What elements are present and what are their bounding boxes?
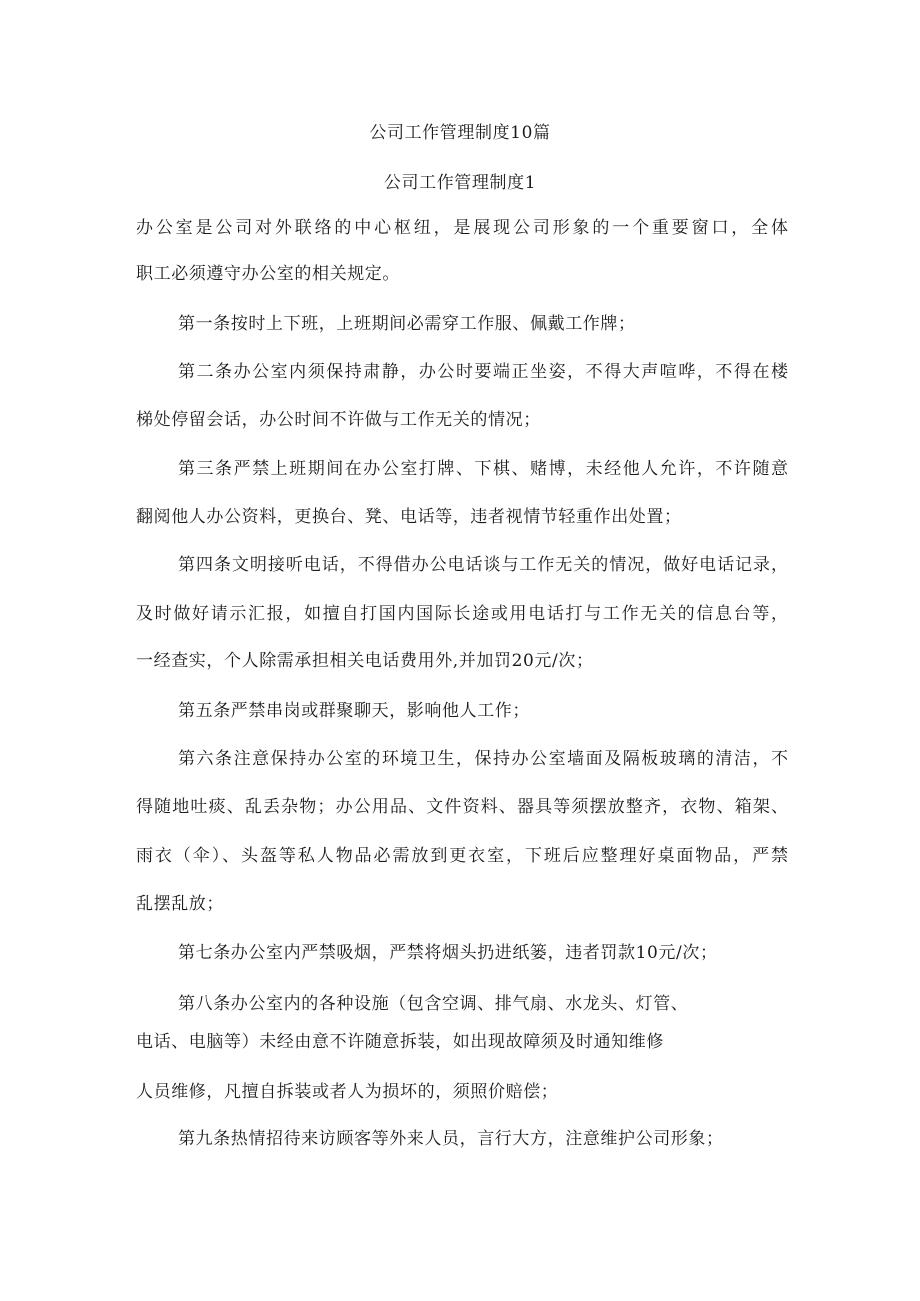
paragraph-line: 第六条注意保持办公室的环境卫生，保持办公室墙面及隔板玻璃的清洁，不 [178,749,788,769]
section-title: 公司工作管理制度1 [383,173,537,193]
paragraph-line: 第三条严禁上班期间在办公室打牌、下棋、赌博，未经他人允许，不许随意 [178,459,788,479]
paragraph-line: 职工必须遵守办公室的相关规定。 [136,264,400,284]
paragraph-line: 乱摆乱放； [136,894,224,914]
paragraph-line: 第五条严禁串岗或群聚聊天，影响他人工作； [178,701,530,721]
paragraph-line: 电话、电脑等）未经由意不许随意拆装，如出现故障须及时通知维修 [136,1032,664,1052]
paragraph-line: 第八条办公室内的各种设施（包含空调、排气扇、水龙头、灯管、 [178,994,689,1014]
paragraph-line: 梯处停留会话，办公时间不许做与工作无关的情况； [136,410,541,430]
paragraph-line: 一经查实，个人除需承担相关电话费用外,并加罚20元/次； [136,651,594,671]
paragraph-line: 第四条文明接听电话，不得借办公电话谈与工作无关的情况，做好电话记录， [178,555,788,575]
paragraph-line: 及时做好请示汇报，如擅自打国内国际长途或用电话打与工作无关的信息台等， [136,604,788,624]
paragraph-line: 第七条办公室内严禁吸烟，严禁将烟头扔进纸篓，违者罚款10元/次； [178,943,718,963]
paragraph-line: 翻阅他人办公资料，更换台、凳、电话等，违者视情节轻重作出处置； [136,507,682,527]
paragraph-line: 办公室是公司对外联络的中心枢纽，是展现公司形象的一个重要窗口，全体 [136,218,788,238]
paragraph-line: 雨衣（伞）、头盔等私人物品必需放到更衣室，下班后应整理好桌面物品，严禁 [136,846,788,866]
main-title: 公司工作管理制度10篇 [369,123,551,143]
paragraph-line: 第二条办公室内须保持肃静，办公时要端正坐姿，不得大声喧哗，不得在楼 [178,362,788,382]
paragraph-line: 第一条按时上下班，上班期间必需穿工作服、佩戴工作牌； [178,314,636,334]
paragraph-line: 第九条热情招待来访顾客等外来人员，言行大方，注意维护公司形象； [178,1129,724,1149]
paragraph-line: 得随地吐痰、乱丢杂物；办公用品、文件资料、器具等须摆放整齐，衣物、箱架、 [136,797,788,817]
paragraph-line: 人员维修，凡擅自拆装或者人为损坏的，须照价赔偿； [136,1082,559,1102]
